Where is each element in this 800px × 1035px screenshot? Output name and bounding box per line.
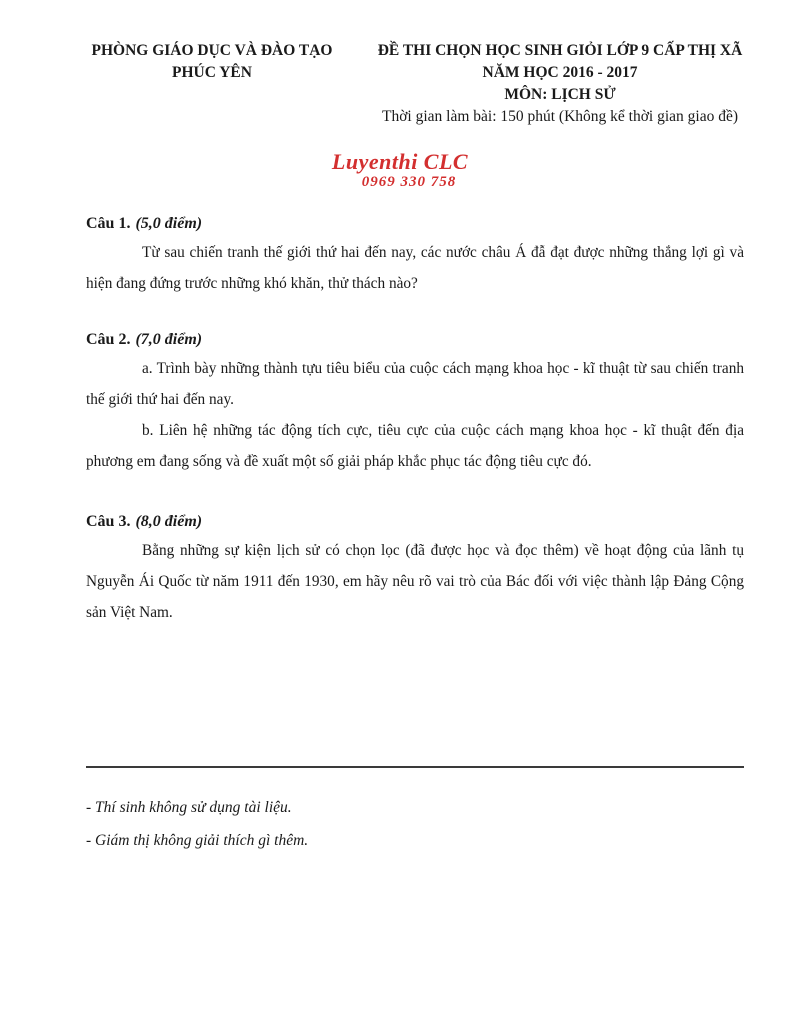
question-2-label: Câu 2. — [86, 331, 131, 348]
logo-name-text: Luyenthi CLC — [331, 149, 469, 174]
question-1-label: Câu 1. — [86, 215, 131, 232]
exam-title: ĐỀ THI CHỌN HỌC SINH GIỎI LỚP 9 CẤP THỊ XÃ — [377, 42, 743, 59]
question-1 — [86, 211, 744, 299]
question-3-paragraph: Bằng những sự kiện lịch sử có chọn lọc (đã được học và đọc thêm) về hoạt động của lãnh tụ Nguyễn Ái Quốc từ năm 1911 đến 1930, em hãy nêu rõ vai trò của Bác đối với việc thành lập Đảng Cộng sản Việt Nam. — [86, 542, 744, 621]
question-2-paragraph-b: b. Liên hệ những tác động tích cực, tiêu cực của cuộc cách mạng khoa học - kĩ thuật đến địa phương em đang sống và đề xuất một số giải pháp khắc phục tác động tiêu cực đó. — [86, 422, 744, 470]
exam-duration: Thời gian làm bài: 150 phút (Không kể thời gian giao đề) — [381, 108, 739, 125]
question-3-points: (8,0 điểm) — [135, 513, 203, 530]
document-header — [0, 0, 800, 128]
question-2-paragraph-a: a. Trình bày những thành tựu tiêu biểu của cuộc cách mạng khoa học - kĩ thuật từ sau chiến tranh thế giới thứ hai đến nay. — [86, 360, 744, 408]
authority-name: PHÒNG GIÁO DỤC VÀ ĐÀO TẠO — [91, 42, 333, 59]
exam-body — [0, 211, 800, 857]
question-1-points: (5,0 điểm) — [135, 215, 203, 232]
question-2-heading — [86, 327, 744, 353]
school-year: NĂM HỌC 2016 - 2017 — [482, 64, 638, 81]
exam-title-block — [346, 40, 774, 128]
question-3-heading — [86, 509, 744, 535]
question-2-points: (7,0 điểm) — [135, 331, 203, 348]
authority-locality: PHÚC YÊN — [172, 64, 252, 81]
question-3 — [86, 509, 744, 628]
exam-subject: MÔN: LỊCH SỬ — [504, 86, 616, 103]
luyenthi-clc-logo — [0, 150, 800, 191]
question-1-heading — [86, 211, 744, 237]
issuing-authority-block — [78, 40, 346, 128]
note-no-materials: - Thí sinh không sử dụng tài liệu. — [86, 799, 292, 816]
note-no-explanation: - Giám thị không giải thích gì thêm. — [86, 832, 309, 849]
exam-rules-notes — [86, 791, 744, 857]
question-3-label: Câu 3. — [86, 513, 131, 530]
question-1-paragraph: Từ sau chiến tranh thế giới thứ hai đến nay, các nước châu Á đẫ đạt được những thắng lợi gì và hiện đang đứng trước những khó khăn, thử thách nào? — [86, 244, 744, 292]
logo-phone-number: 0969 330 758 — [361, 174, 457, 190]
question-2 — [86, 327, 744, 477]
footer-divider-line — [86, 766, 744, 768]
